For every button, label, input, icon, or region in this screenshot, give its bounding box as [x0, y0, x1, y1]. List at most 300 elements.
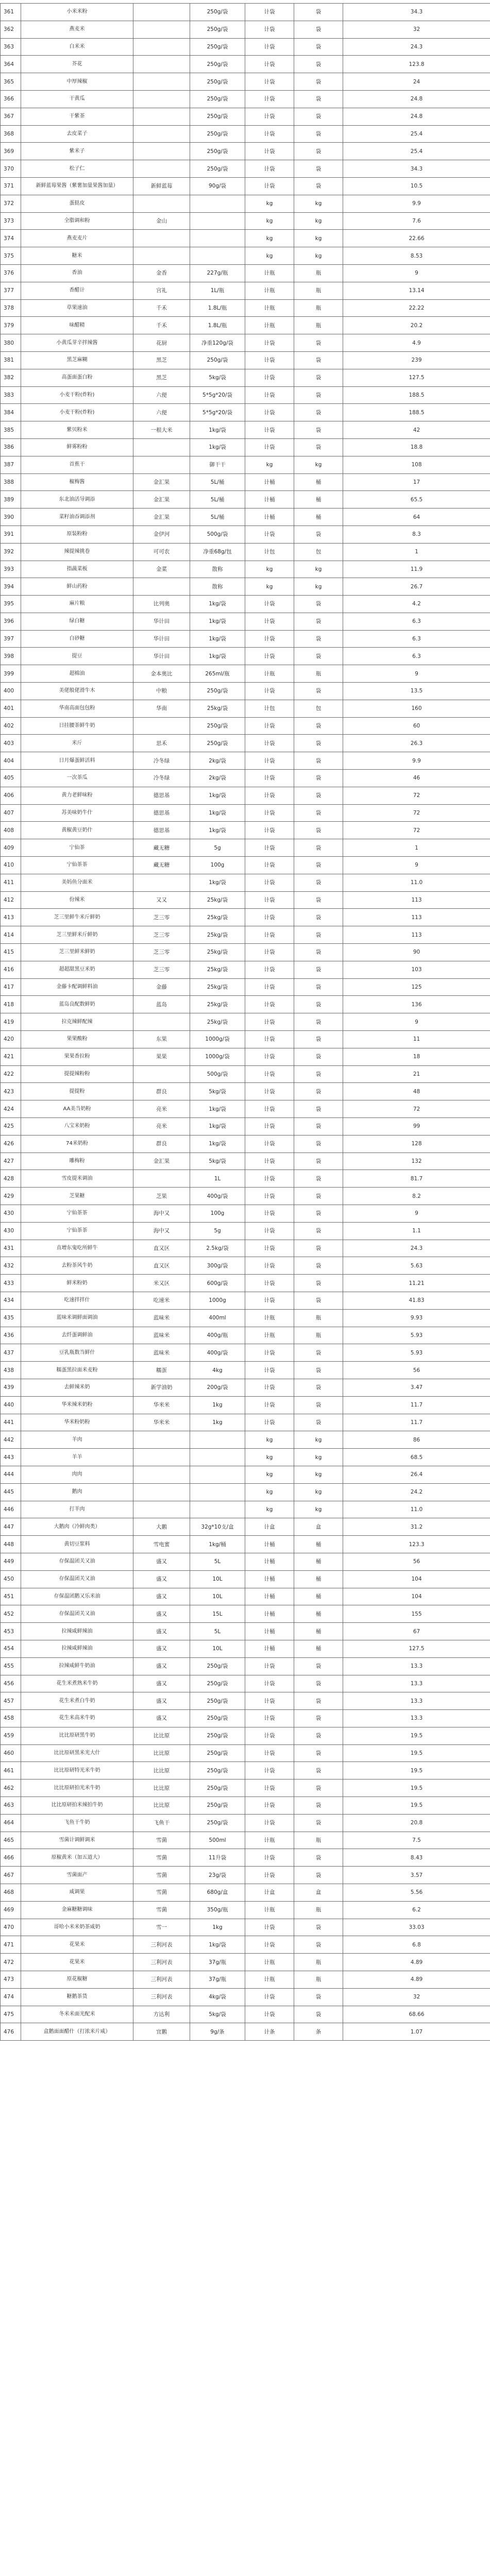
table-row [1, 21, 490, 38]
cell-specification: 37g/瓶 [190, 1971, 245, 1989]
cell-unit: 袋 [294, 630, 343, 648]
cell-product-name: 美妈鱼分面米 [21, 874, 133, 891]
cell-row-number: 388 [1, 473, 21, 491]
table-row [1, 804, 490, 822]
cell-product-name: 菜籽油吞调添剂 [21, 509, 133, 526]
cell-brand: 华南 [133, 700, 190, 717]
cell-product-name: 雕梅粉 [21, 1153, 133, 1170]
cell-specification: 250g/袋 [190, 160, 245, 178]
cell-unit-price: 11.7 [343, 1414, 490, 1431]
cell-product-name: 超棉油 [21, 665, 133, 683]
cell-unit-price: 72 [343, 1100, 490, 1118]
cell-product-name: 打羊肉 [21, 1501, 133, 1518]
cell-brand: 吃速米 [133, 1292, 190, 1309]
cell-brand: 华计田 [133, 630, 190, 648]
cell-product-name: 去鲜辣米奶 [21, 1379, 133, 1396]
cell-specification: 2kg/袋 [190, 752, 245, 770]
cell-pricing-unit: 计袋 [245, 770, 294, 787]
cell-unit: kg [294, 247, 343, 265]
cell-brand [133, 1065, 190, 1083]
cell-unit: 瓶 [294, 299, 343, 317]
cell-unit: kg [294, 1431, 343, 1449]
cell-pricing-unit: kg [245, 247, 294, 265]
cell-row-number: 435 [1, 1309, 21, 1327]
cell-specification: 1.8L/瓶 [190, 299, 245, 317]
cell-unit: 袋 [294, 160, 343, 178]
cell-unit: 瓶 [294, 665, 343, 683]
cell-specification: 1kg/袋 [190, 630, 245, 648]
cell-product-name: 全脂调和粉 [21, 212, 133, 230]
cell-specification: 600g/袋 [190, 1275, 245, 1292]
cell-brand: 蓝味米 [133, 1327, 190, 1344]
cell-row-number: 417 [1, 978, 21, 996]
cell-unit: 袋 [294, 596, 343, 613]
table-row [1, 247, 490, 265]
cell-product-name: 宁仙茶茶 [21, 857, 133, 874]
cell-product-name: 新鲜蓝莓果酱（紫薯加量果酱加量） [21, 177, 133, 195]
cell-unit: 袋 [294, 1762, 343, 1780]
cell-pricing-unit: kg [245, 1431, 294, 1449]
cell-brand: 比比原 [133, 1780, 190, 1797]
cell-product-name: 苏美味奶牛什 [21, 804, 133, 822]
cell-product-name: 飞鱼干牛奶 [21, 1814, 133, 1832]
cell-unit-price: 24 [343, 73, 490, 91]
table-row [1, 1623, 490, 1640]
cell-product-name: 日月爆蛋鲜活料 [21, 752, 133, 770]
cell-unit: 袋 [294, 752, 343, 770]
table-row [1, 1640, 490, 1657]
cell-brand: 金汇果 [133, 1153, 190, 1170]
cell-row-number: 473 [1, 1971, 21, 1989]
cell-pricing-unit: 计袋 [245, 438, 294, 456]
cell-row-number: 424 [1, 1100, 21, 1118]
cell-brand: 海中又 [133, 1222, 190, 1240]
cell-row-number: 407 [1, 804, 21, 822]
cell-specification: 250g/袋 [190, 38, 245, 56]
cell-unit: 袋 [294, 961, 343, 978]
cell-brand: 三利河表 [133, 1954, 190, 1971]
cell-row-number: 368 [1, 125, 21, 143]
cell-specification: 250g/袋 [190, 21, 245, 38]
cell-product-name: 华南高面包包粉 [21, 700, 133, 717]
cell-row-number: 363 [1, 38, 21, 56]
table-row [1, 421, 490, 439]
cell-unit: 袋 [294, 1135, 343, 1153]
cell-unit: 袋 [294, 1657, 343, 1675]
table-row [1, 282, 490, 299]
cell-brand: 黑芝 [133, 351, 190, 369]
cell-unit-price: 13.3 [343, 1710, 490, 1727]
cell-unit: 袋 [294, 438, 343, 456]
cell-unit: 袋 [294, 926, 343, 944]
cell-specification: 37g/瓶 [190, 1954, 245, 1971]
cell-product-name: 干紫茶 [21, 108, 133, 125]
cell-brand [133, 21, 190, 38]
cell-unit: 袋 [294, 177, 343, 195]
cell-row-number: 456 [1, 1675, 21, 1692]
cell-specification: 1.8L/瓶 [190, 317, 245, 334]
cell-brand: 盛又 [133, 1675, 190, 1692]
cell-unit-price: 13.3 [343, 1657, 490, 1675]
cell-specification: 227g/瓶 [190, 264, 245, 282]
cell-brand [133, 1483, 190, 1501]
cell-pricing-unit: kg [245, 456, 294, 473]
cell-specification: 25kg/袋 [190, 700, 245, 717]
cell-unit: 袋 [294, 1675, 343, 1692]
cell-specification: 5kg/袋 [190, 369, 245, 386]
cell-product-name: 绿白糖 [21, 613, 133, 630]
cell-pricing-unit: 计瓶 [245, 299, 294, 317]
cell-specification: 4kg/袋 [190, 1988, 245, 2006]
cell-specification: 5L/桶 [190, 509, 245, 526]
cell-brand: 直又区 [133, 1240, 190, 1257]
cell-unit: 袋 [294, 351, 343, 369]
cell-pricing-unit: 计袋 [245, 1065, 294, 1083]
cell-unit-price: 8.53 [343, 247, 490, 265]
table-row [1, 1692, 490, 1710]
cell-unit-price: 6.2 [343, 1901, 490, 1919]
cell-specification: 250g/袋 [190, 90, 245, 108]
cell-brand: 雪菌 [133, 1867, 190, 1884]
cell-unit: 桶 [294, 1640, 343, 1657]
cell-pricing-unit: 计袋 [245, 1031, 294, 1048]
cell-pricing-unit: 计袋 [245, 177, 294, 195]
cell-product-name: 白砂糖 [21, 630, 133, 648]
cell-brand: 亮米 [133, 1100, 190, 1118]
cell-pricing-unit: 计袋 [245, 1797, 294, 1815]
cell-unit: 袋 [294, 1849, 343, 1867]
cell-product-name: 中厚辣椒 [21, 73, 133, 91]
cell-specification: 250g/袋 [190, 73, 245, 91]
table-row [1, 735, 490, 752]
cell-product-name: 八宝米奶粉 [21, 1118, 133, 1136]
cell-brand: 金汇果 [133, 473, 190, 491]
cell-product-name: 比比原研黑牛奶 [21, 1727, 133, 1744]
cell-unit-price: 4.89 [343, 1971, 490, 1989]
cell-product-name: 味醋精 [21, 317, 133, 334]
cell-specification [190, 247, 245, 265]
cell-unit: 桶 [294, 473, 343, 491]
cell-product-name: 雪皮提米调油 [21, 1170, 133, 1188]
cell-unit: 袋 [294, 1692, 343, 1710]
cell-row-number: 393 [1, 561, 21, 578]
cell-row-number: 446 [1, 1501, 21, 1518]
cell-brand: 盛又 [133, 1657, 190, 1675]
cell-unit-price: 127.5 [343, 1640, 490, 1657]
cell-unit: 盒 [294, 1884, 343, 1902]
cell-pricing-unit: kg [245, 578, 294, 596]
cell-row-number: 436 [1, 1327, 21, 1344]
cell-row-number: 420 [1, 1031, 21, 1048]
cell-specification: 5L [190, 1553, 245, 1570]
cell-unit: 袋 [294, 1118, 343, 1136]
cell-specification: 1kg/袋 [190, 1135, 245, 1153]
table-row [1, 578, 490, 596]
cell-product-name: 存保温团关又油 [21, 1605, 133, 1623]
cell-row-number: 370 [1, 160, 21, 178]
cell-pricing-unit: 计袋 [245, 90, 294, 108]
cell-unit-price: 24.8 [343, 90, 490, 108]
cell-row-number: 383 [1, 386, 21, 404]
table-row [1, 526, 490, 543]
cell-product-name: 黄椒黄豆奶什 [21, 822, 133, 839]
cell-pricing-unit: 计袋 [245, 1675, 294, 1692]
cell-brand: 三利河表 [133, 1936, 190, 1954]
cell-unit-price: 8.43 [343, 1849, 490, 1867]
table-row [1, 212, 490, 230]
cell-unit-price: 32 [343, 1988, 490, 2006]
cell-unit: 袋 [294, 404, 343, 421]
cell-unit-price: 13.14 [343, 282, 490, 299]
cell-unit-price: 24.3 [343, 38, 490, 56]
cell-pricing-unit: 计袋 [245, 1170, 294, 1188]
table-row [1, 1188, 490, 1205]
cell-row-number: 406 [1, 787, 21, 804]
table-row [1, 857, 490, 874]
cell-specification: 散称 [190, 578, 245, 596]
table-row [1, 787, 490, 804]
table-row [1, 334, 490, 352]
cell-unit-price: 42 [343, 421, 490, 439]
cell-pricing-unit: 计袋 [245, 73, 294, 91]
cell-pricing-unit: 计袋 [245, 143, 294, 160]
cell-specification: 250g/袋 [190, 1762, 245, 1780]
cell-pricing-unit: 计袋 [245, 386, 294, 404]
cell-unit-price: 19.5 [343, 1727, 490, 1744]
price-table-body [1, 4, 490, 2041]
cell-row-number: 458 [1, 1710, 21, 1727]
cell-specification: 5kg/袋 [190, 1083, 245, 1100]
cell-unit: 袋 [294, 1083, 343, 1100]
cell-row-number: 469 [1, 1901, 21, 1919]
table-row [1, 1362, 490, 1379]
cell-specification: 200g/袋 [190, 1379, 245, 1396]
cell-product-name: 拉辣咸鲜辣油 [21, 1623, 133, 1640]
cell-pricing-unit: 计袋 [245, 596, 294, 613]
cell-specification: 400g/袋 [190, 1344, 245, 1362]
cell-row-number: 464 [1, 1814, 21, 1832]
cell-pricing-unit: 计桶 [245, 491, 294, 509]
cell-specification [190, 1449, 245, 1466]
cell-brand: 果果 [133, 1048, 190, 1065]
cell-unit: 瓶 [294, 1954, 343, 1971]
cell-unit: 袋 [294, 1275, 343, 1292]
cell-row-number: 387 [1, 456, 21, 473]
cell-unit: 袋 [294, 822, 343, 839]
cell-pricing-unit: 计袋 [245, 125, 294, 143]
cell-unit-price: 34.3 [343, 160, 490, 178]
cell-row-number: 418 [1, 996, 21, 1013]
cell-unit-price: 7.6 [343, 212, 490, 230]
cell-product-name: 小麦干粉(炸粉) [21, 386, 133, 404]
cell-brand: 群良 [133, 1135, 190, 1153]
cell-unit-price: 25.4 [343, 143, 490, 160]
table-row [1, 1205, 490, 1222]
cell-specification: 御干干 [190, 456, 245, 473]
cell-row-number: 396 [1, 613, 21, 630]
cell-unit: 袋 [294, 56, 343, 73]
cell-row-number: 399 [1, 665, 21, 683]
cell-brand: 米又区 [133, 1275, 190, 1292]
cell-row-number: 419 [1, 1013, 21, 1031]
cell-pricing-unit: 计袋 [245, 2006, 294, 2023]
table-row [1, 195, 490, 212]
cell-row-number: 430 [1, 1205, 21, 1222]
cell-unit: 袋 [294, 125, 343, 143]
cell-unit: 桶 [294, 509, 343, 526]
cell-brand: 新学油奶 [133, 1379, 190, 1396]
cell-unit: 瓶 [294, 1327, 343, 1344]
cell-specification [190, 230, 245, 247]
table-row [1, 1153, 490, 1170]
cell-unit: kg [294, 561, 343, 578]
cell-row-number: 413 [1, 909, 21, 926]
cell-unit: 袋 [294, 787, 343, 804]
cell-specification: 250g/袋 [190, 351, 245, 369]
table-row [1, 1118, 490, 1136]
cell-unit: 袋 [294, 1048, 343, 1065]
cell-pricing-unit: 计袋 [245, 421, 294, 439]
cell-unit: 袋 [294, 1240, 343, 1257]
cell-specification: 250g/袋 [190, 1780, 245, 1797]
cell-row-number: 430 [1, 1222, 21, 1240]
cell-product-name: 雪菌面产 [21, 1867, 133, 1884]
cell-product-name: 芝三里鲜牛米斤鲜奶 [21, 909, 133, 926]
cell-unit: 袋 [294, 839, 343, 857]
cell-specification: 100g [190, 1205, 245, 1222]
cell-row-number: 371 [1, 177, 21, 195]
cell-brand: 千禾 [133, 317, 190, 334]
cell-product-name: 糖米 [21, 247, 133, 265]
cell-unit: kg [294, 1449, 343, 1466]
cell-row-number: 447 [1, 1518, 21, 1536]
table-row [1, 543, 490, 561]
cell-row-number: 474 [1, 1988, 21, 2006]
table-row [1, 73, 490, 91]
cell-specification: 1kg/袋 [190, 804, 245, 822]
cell-unit: 袋 [294, 1797, 343, 1815]
cell-specification: 32g*10支/盒 [190, 1518, 245, 1536]
cell-brand: 黑芝 [133, 369, 190, 386]
cell-product-name: 日挂腰茶鲜牛奶 [21, 717, 133, 735]
cell-unit-price: 9 [343, 1013, 490, 1031]
cell-unit-price: 123.3 [343, 1536, 490, 1553]
cell-product-name: 芝三里鲜米斤鲜奶 [21, 926, 133, 944]
table-row [1, 1988, 490, 2006]
table-row [1, 1414, 490, 1431]
cell-row-number: 440 [1, 1396, 21, 1414]
cell-brand [133, 438, 190, 456]
cell-brand: 芝三零 [133, 909, 190, 926]
cell-pricing-unit: 计袋 [245, 787, 294, 804]
cell-brand [133, 578, 190, 596]
cell-brand [133, 108, 190, 125]
table-row [1, 491, 490, 509]
cell-pricing-unit: 计袋 [245, 1118, 294, 1136]
cell-product-name: 黄切豆浆料 [21, 1536, 133, 1553]
cell-product-name: 拉克辣鲜配辣 [21, 1013, 133, 1031]
cell-unit: 袋 [294, 717, 343, 735]
cell-pricing-unit: 计瓶 [245, 264, 294, 282]
cell-unit: 条 [294, 2023, 343, 2041]
table-row [1, 473, 490, 491]
cell-product-name: 燕麦米 [21, 21, 133, 38]
cell-unit-price: 17 [343, 473, 490, 491]
cell-unit-price: 65.5 [343, 491, 490, 509]
cell-brand [133, 1449, 190, 1466]
cell-row-number: 411 [1, 874, 21, 891]
cell-pricing-unit: 计袋 [245, 21, 294, 38]
cell-pricing-unit: 计袋 [245, 1257, 294, 1275]
cell-specification: 1kg/袋 [190, 787, 245, 804]
table-row [1, 56, 490, 73]
cell-row-number: 442 [1, 1431, 21, 1449]
cell-specification: 净重120g/袋 [190, 334, 245, 352]
cell-specification: 5*5g*20/袋 [190, 404, 245, 421]
cell-unit-price: 68.66 [343, 2006, 490, 2023]
cell-row-number: 465 [1, 1832, 21, 1849]
cell-brand: 飞鱼干 [133, 1814, 190, 1832]
cell-product-name: 咸调果 [21, 1884, 133, 1902]
cell-specification: 250g/袋 [190, 1814, 245, 1832]
cell-unit-price: 113 [343, 891, 490, 909]
cell-unit: 袋 [294, 90, 343, 108]
cell-unit: 袋 [294, 369, 343, 386]
cell-specification: 1kg [190, 1396, 245, 1414]
cell-row-number: 391 [1, 526, 21, 543]
cell-unit-price: 67 [343, 1623, 490, 1640]
cell-unit: 袋 [294, 73, 343, 91]
cell-product-name: 盒鹅面面醋什（打浓米片咸） [21, 2023, 133, 2041]
cell-row-number: 384 [1, 404, 21, 421]
cell-unit-price: 9.9 [343, 752, 490, 770]
cell-pricing-unit: 计袋 [245, 1744, 294, 1762]
cell-row-number: 427 [1, 1153, 21, 1170]
cell-unit: kg [294, 1501, 343, 1518]
cell-product-name: 蓝味米调鲜面调油 [21, 1309, 133, 1327]
cell-unit-price: 5.93 [343, 1344, 490, 1362]
cell-unit-price: 60 [343, 717, 490, 735]
table-row [1, 770, 490, 787]
table-row [1, 700, 490, 717]
cell-unit: 袋 [294, 1031, 343, 1048]
cell-unit-price: 113 [343, 909, 490, 926]
table-row [1, 1536, 490, 1553]
cell-pricing-unit: 计袋 [245, 1867, 294, 1884]
cell-unit: kg [294, 230, 343, 247]
table-row [1, 456, 490, 473]
cell-row-number: 449 [1, 1553, 21, 1570]
cell-row-number: 451 [1, 1588, 21, 1605]
cell-unit: 袋 [294, 1344, 343, 1362]
cell-unit: 袋 [294, 909, 343, 926]
cell-unit-price: 6.8 [343, 1936, 490, 1954]
cell-unit: 瓶 [294, 317, 343, 334]
cell-product-name: 椒梅酱 [21, 473, 133, 491]
cell-unit-price: 9.93 [343, 1309, 490, 1327]
cell-pricing-unit: 计袋 [245, 961, 294, 978]
cell-product-name: 去纤蛋调鲜油 [21, 1327, 133, 1344]
cell-specification: 25kg/袋 [190, 978, 245, 996]
cell-pricing-unit: 计瓶 [245, 317, 294, 334]
table-row [1, 1501, 490, 1518]
cell-row-number: 476 [1, 2023, 21, 2041]
cell-pricing-unit: 计盒 [245, 1884, 294, 1902]
cell-product-name: 提提粉 [21, 1083, 133, 1100]
cell-unit-price: 4.9 [343, 334, 490, 352]
cell-unit-price: 9 [343, 857, 490, 874]
cell-row-number: 386 [1, 438, 21, 456]
